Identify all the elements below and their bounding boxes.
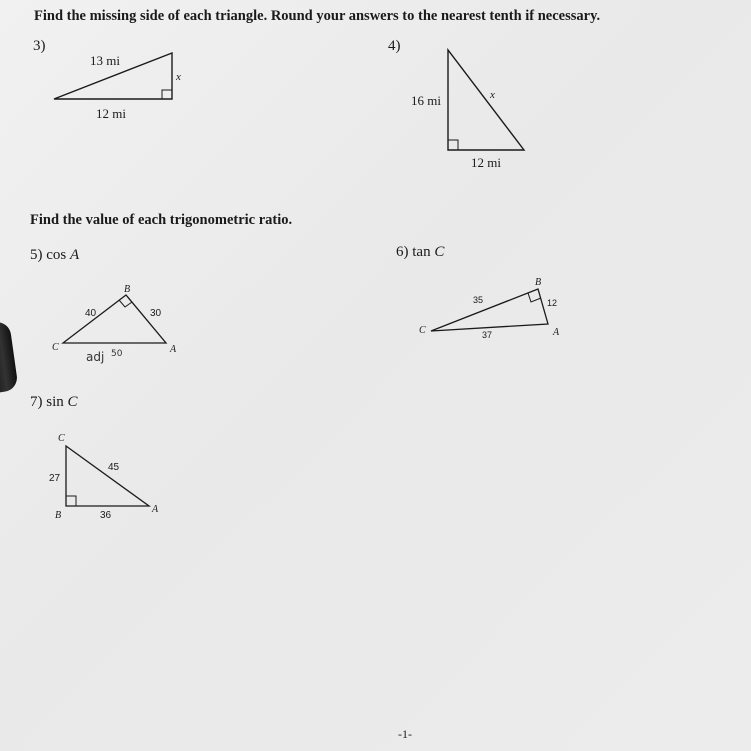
problem-6-function: tan <box>412 244 431 260</box>
problem-5-function: cos <box>46 247 67 263</box>
page-number: -1- <box>398 727 412 741</box>
problem-3-number: 3) <box>33 38 46 54</box>
problem-7-variable: C <box>67 394 78 410</box>
problem-7-vertex-b: B <box>55 510 62 521</box>
problem-6-vertex-c: C <box>419 325 426 336</box>
problem-6-vertex-a: A <box>553 327 560 338</box>
problem-4-base-label: 12 mi <box>471 155 501 170</box>
problem-7-side-45: 45 <box>108 462 120 473</box>
problem-6-side-12: 12 <box>547 298 558 308</box>
problem-6-number: 6) <box>396 244 409 260</box>
problem-7-vertex-c: C <box>58 433 65 444</box>
problem-5-side-30: 30 <box>150 308 162 319</box>
problem-4-leg-label: 16 mi <box>411 93 441 108</box>
problem-5-vertex-b: B <box>124 284 131 295</box>
problem-5-number: 5) <box>30 247 43 263</box>
section-heading-trig-ratio: Find the value of each trigonometric ratio. <box>30 212 293 228</box>
problem-6-variable: C <box>434 244 445 260</box>
problem-7-number: 7) <box>30 394 43 410</box>
problem-4-x-label: x <box>490 89 495 101</box>
problem-5-side-40: 40 <box>85 308 97 319</box>
problem-7-side-27: 27 <box>49 473 61 484</box>
problem-6-side-35: 35 <box>473 295 484 305</box>
problem-7-function: sin <box>46 394 64 410</box>
problem-6-vertex-b: B <box>535 277 542 288</box>
problem-3-hyp-label: 13 mi <box>90 53 120 68</box>
section-heading-missing-side: Find the missing side of each triangle. Round your answers to the nearest tenth if necessary. <box>34 8 601 24</box>
problem-5-handwriting-adj: adj <box>86 350 105 364</box>
problem-4-number: 4) <box>388 38 401 54</box>
problem-7-vertex-a: A <box>152 504 159 515</box>
problem-3-base-label: 12 mi <box>96 106 126 121</box>
problem-6-side-37: 37 <box>482 330 493 340</box>
problem-3-x-label: x <box>176 71 181 83</box>
problem-7-side-36: 36 <box>100 510 112 521</box>
problem-5-handwriting-50: 50 <box>111 349 123 359</box>
problem-5-variable: A <box>70 247 80 263</box>
problem-5-vertex-c: C <box>52 342 59 353</box>
problem-5-vertex-a: A <box>170 344 177 355</box>
